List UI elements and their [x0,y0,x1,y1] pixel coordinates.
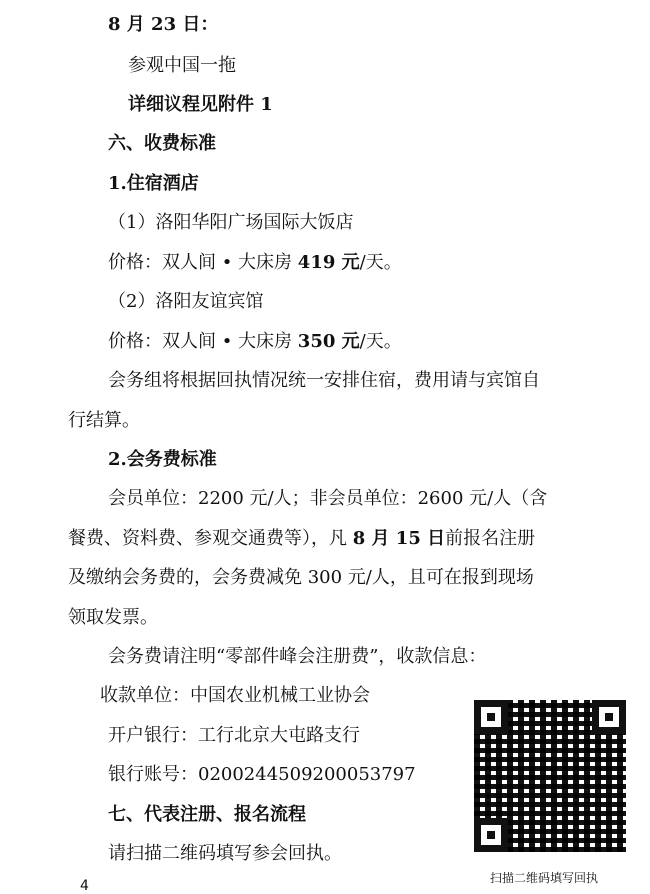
price-label: 价格：双人间 • 大床房 [108,252,298,273]
date-heading: 8 月 23 日： [108,14,219,35]
qr-finder-top-right [592,700,626,734]
qr-caption: 扫描二维码填写回执 [490,871,599,885]
fee-line2 [68,527,535,551]
qr-finder-bottom-left [474,818,508,852]
price-unit: /天。 [359,331,402,352]
price-amount: 419 元 [297,252,360,273]
registration-instruction: 请扫描二维码填写参会回执。 [108,843,342,864]
payee: 收款单位：中国农业机械工业协会 [100,685,370,706]
subsection-heading-hotel: 1.住宿酒店 [108,173,199,194]
section-heading-fees: 六、收费标准 [108,133,216,154]
hotel-name-1: （1）洛阳华阳广场国际大饭店 [108,212,354,233]
fee-text: 前报名注册 [445,528,536,549]
bank-name: 开户银行：工行北京大屯路支行 [108,725,360,746]
deadline-date: 8 月 15 日 [352,528,446,549]
fee-text: 餐费、资料费、参观交通费等），凡 [68,528,353,549]
fee-line1: 会员单位：2200 元/人；非会员单位：2600 元/人（含 [108,488,548,509]
qr-code[interactable] [474,700,626,852]
hotel-name-2: （2）洛阳友谊宾馆 [108,291,264,312]
subsection-heading-fee: 2.会务费标准 [108,449,217,470]
hotel-note-line2: 行结算。 [68,410,140,431]
fee-line4: 领取发票。 [68,607,158,628]
hotel-price-2 [108,330,402,354]
bank-account: 银行账号：0200244509200053797 [108,764,416,785]
price-label: 价格：双人间 • 大床房 [108,331,298,352]
hotel-note-line1: 会务组将根据回执情况统一安排住宿，费用请与宾馆自 [108,370,540,391]
price-amount: 350 元 [297,331,360,352]
section-heading-registration: 七、代表注册、报名流程 [108,804,306,825]
qr-finder-top-left [474,700,508,734]
fee-line3: 及缴纳会务费的，会务费减免 300 元/人，且可在报到现场 [68,567,534,588]
hotel-price-1 [108,251,402,275]
price-unit: /天。 [359,252,402,273]
agenda-item: 参观中国一拖 [128,55,236,76]
agenda-note: 详细议程见附件 1 [128,94,273,115]
payment-note: 会务费请注明“零部件峰会注册费”，收款信息： [108,646,487,667]
page-number: 4 [80,878,89,894]
